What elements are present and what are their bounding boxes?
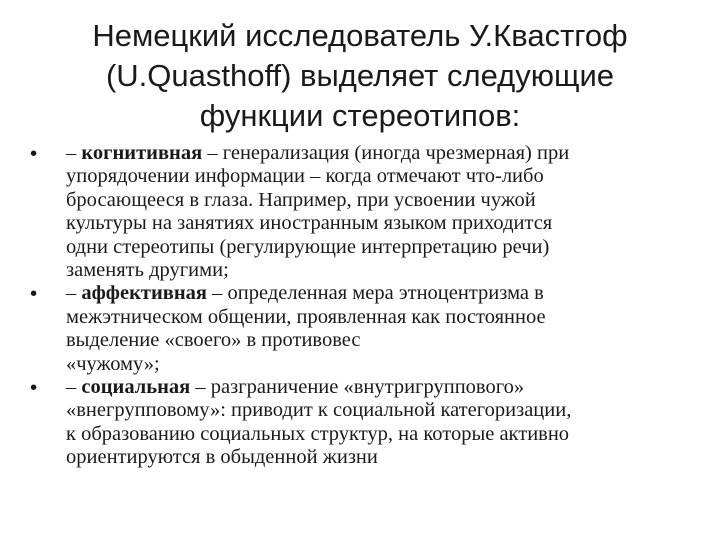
bullet-list [30, 142, 695, 470]
bullet-first-line [66, 376, 695, 399]
bullet-term: социальная [81, 376, 191, 399]
slide-title [40, 16, 680, 136]
bullet-line: бросающееся в глаза. Например, при усвоении чужой [66, 188, 536, 211]
title-line: функции стереотипов: [199, 98, 521, 133]
bullet-item-affective [30, 282, 695, 376]
bullet-line: ориентируются в обыденной жизни [66, 446, 378, 469]
bullet-line: культуры на занятиях иностранным языком приходится [66, 212, 553, 235]
bullet-line: «внегрупповому»: приводит к социальной категоризации, [66, 399, 572, 422]
bullet-term: когнитивная [81, 142, 203, 164]
bullet-line: выделение «своего» в противовес [66, 329, 361, 352]
bullet-line: межэтническом общении, проявленная как постоянное [66, 305, 546, 328]
bullet-line: упорядочении информации – когда отмечают что-либо [66, 165, 544, 188]
title-line: Немецкий исследователь У.Квастгоф [92, 18, 628, 53]
bullet-marker: • [30, 376, 38, 400]
bullet-item-cognitive [30, 142, 695, 282]
bullet-dash: – [66, 376, 82, 399]
bullet-first-line [66, 282, 695, 305]
bullet-item-social [30, 376, 695, 470]
bullet-first-text: – генерализация (иногда чрезмерная) при [202, 142, 570, 164]
bullet-first-text: – определенная мера этноцентризма в [207, 282, 544, 305]
bullet-marker: • [30, 282, 38, 306]
bullet-line: «чужому»; [66, 352, 160, 375]
bullet-dash: – [66, 282, 82, 305]
bullet-marker: • [30, 142, 38, 165]
bullet-first-text: – разграничение «внутригруппового» [190, 376, 525, 399]
bullet-line: к образованию социальных структур, на которые активно [66, 422, 570, 445]
bullet-line: заменять другими; [66, 259, 229, 282]
bullet-first-line [66, 142, 695, 165]
bullet-dash: – [66, 142, 82, 164]
bullet-term: аффективная [81, 282, 208, 305]
bullet-line: одни стереотипы (регулирующие интерпретацию речи) [66, 235, 550, 258]
title-line: (U.Quasthoff) выделяет следующие [105, 58, 615, 93]
